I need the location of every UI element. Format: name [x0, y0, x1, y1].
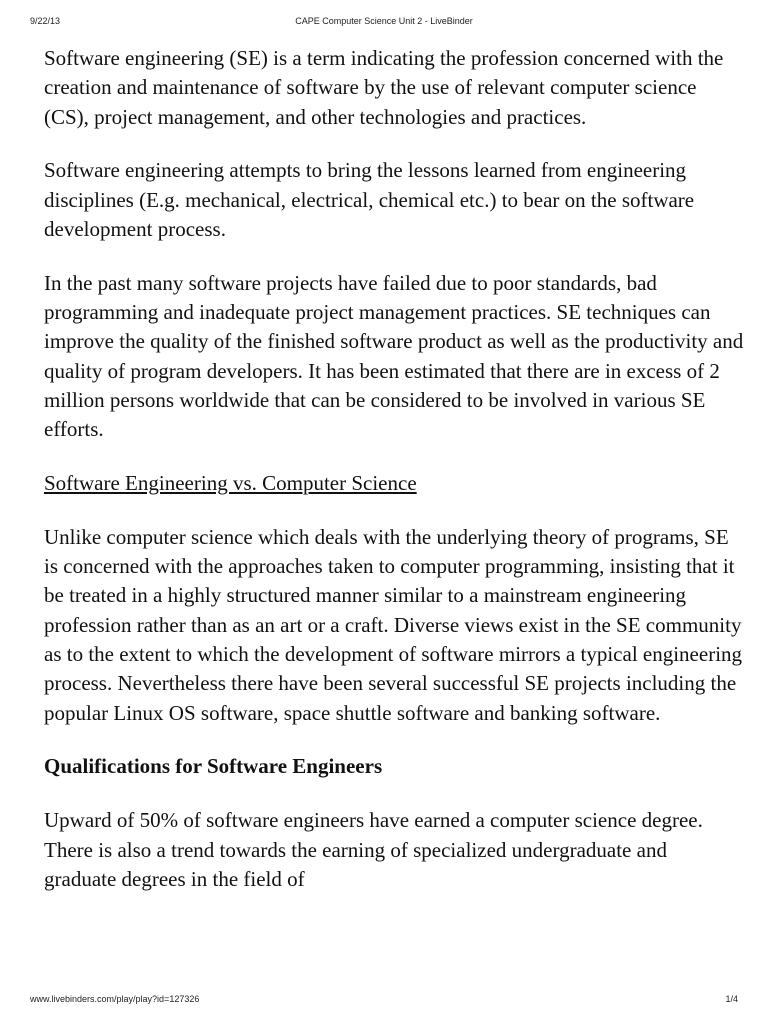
- paragraph-se-vs-cs: Unlike computer science which deals with the underlying theory of programs, SE is concerned with the approaches taken to computer programming, insisting that it be treated in a highly structured manner similar to a mainstream engineering profession rather than as an art or a craft. Diverse views exist in the SE community as to the extent to which the development of software mirrors a typical engineering process. Nevertheless there have been several successful SE projects including the popular Linux OS software, space shuttle software and banking software.: [44, 524, 743, 725]
- paragraph-se-lessons: Software engineering attempts to bring the lessons learned from engineering disciplines (E.g. mechanical, electrical, chemical etc.) to bear on the software development process.: [44, 158, 695, 241]
- heading-qualifications: Qualifications for Software Engineers: [44, 754, 383, 779]
- document-body: [44, 44, 744, 919]
- subheading-se-vs-cs: Software Engineering vs. Computer Science: [44, 471, 417, 496]
- print-date: 9/22/13: [30, 16, 61, 26]
- print-url: www.livebinders.com/play/play?id=127326: [30, 994, 200, 1004]
- print-header: [30, 16, 738, 30]
- paragraph-se-definition: Software engineering (SE) is a term indicating the profession concerned with the creation and maintenance of software by the use of relevant computer science (CS), project management, and other technologies and practices.: [44, 46, 724, 129]
- page-counter: 1/4: [725, 994, 738, 1004]
- print-page-title: CAPE Computer Science Unit 2 - LiveBinder: [295, 16, 473, 26]
- paragraph-qualifications: Upward of 50% of software engineers have earned a computer science degree. There is also a trend towards the earning of specialized undergraduate and graduate degrees in the field of: [44, 808, 703, 891]
- paragraph-se-failures: In the past many software projects have failed due to poor standards, bad programming and inadequate project management practices. SE techniques can improve the quality of the finished software product as well as the productivity and quality of program developers. It has been estimated that there are in excess of 2 million persons worldwide that can be considered to be involved in various SE efforts.: [44, 270, 744, 442]
- print-footer: [30, 994, 738, 1008]
